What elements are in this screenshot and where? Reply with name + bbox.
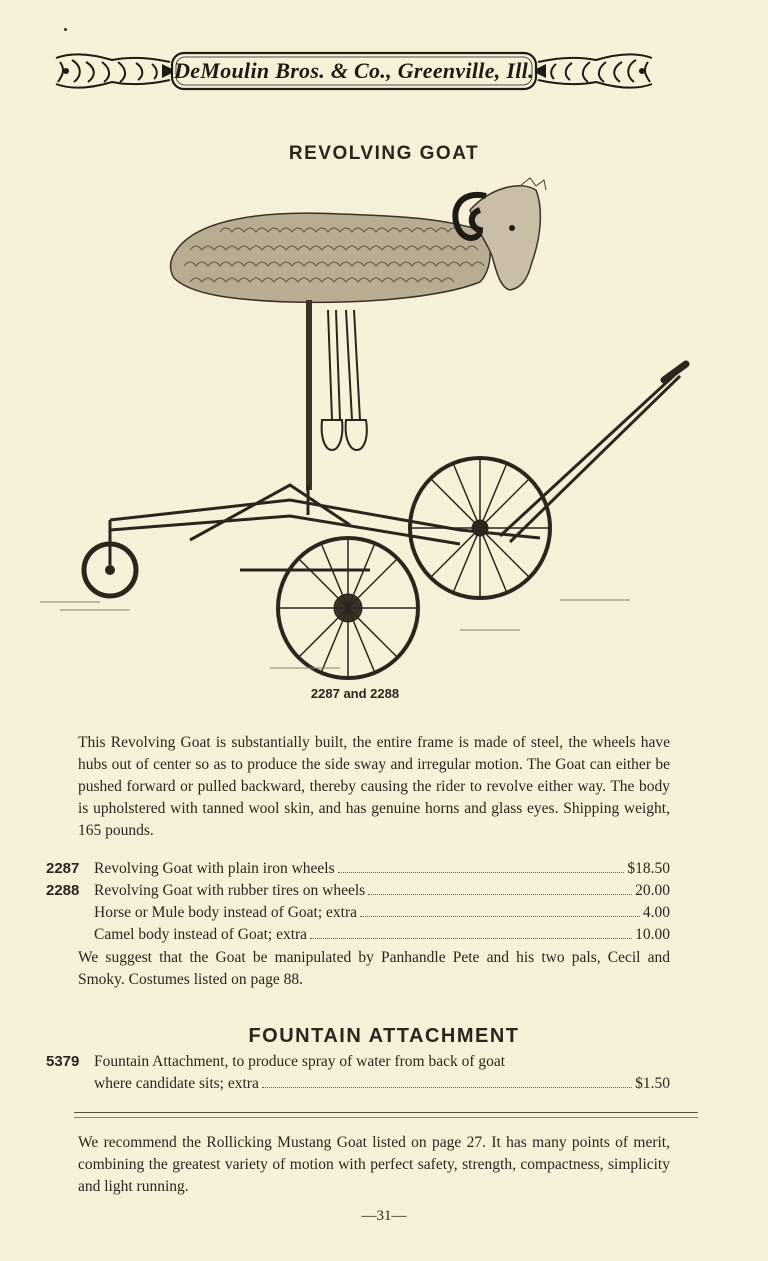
dot-leader [360,915,640,917]
section-title-revolving-goat: REVOLVING GOAT [288,143,480,164]
small-wheel [84,520,136,596]
speck [64,28,67,31]
list-item-continuation [46,1075,670,1097]
front-wheel [278,538,418,678]
banner-title: DeMoulin Bros. & Co., Greenville, Ill. [174,58,534,83]
section-title-fountain-attachment: FOUNTAIN ATTACHMENT [248,1025,520,1047]
item-number: 2288 [46,882,80,899]
item-price: 10.00 [635,926,670,943]
item-description-line2: where candidate sits; extra [94,1075,259,1092]
rear-wheel [410,458,550,598]
price-list [46,860,670,948]
list-item [46,926,670,948]
dot-leader [338,871,625,873]
item-description-line1: Fountain Attachment, to produce spray of water from back of goat [94,1053,506,1070]
item-price: 4.00 [642,904,670,921]
dot-leader [368,893,632,895]
header-banner [52,48,656,94]
divider-rule [74,1112,698,1113]
item-number: 5379 [46,1053,80,1070]
suggestion-paragraph: We suggest that the Goat be manipulated by Panhandle Pete and his two pals, Cecil and Smoky. Costumes listed on page 88. [78,949,670,988]
list-item [46,1053,670,1075]
item-description: Horse or Mule body instead of Goat; extra [94,904,358,921]
dot-leader [310,937,632,939]
revolving-goat-illustration [40,170,690,680]
dot-leader [262,1086,632,1088]
page-number: —31— [361,1208,407,1224]
divider-rule [74,1117,698,1118]
item-description: Revolving Goat with rubber tires on wheels [94,882,366,899]
stirrups [322,310,367,450]
recommendation-paragraph: We recommend the Rollicking Mustang Goat listed on page 27. It has many points of merit, combining the greatest variety of motion with perfect safety, strength, compactness, simplicity and light running. [78,1134,670,1195]
item-description: Camel body instead of Goat; extra [94,926,308,943]
item-description: Revolving Goat with plain iron wheels [94,860,335,877]
goat-body [171,213,491,302]
item-price: 20.00 [635,882,670,899]
item-price: $1.50 [635,1075,670,1092]
frame [110,370,680,570]
item-price: $18.50 [627,860,670,877]
item-number: 2287 [46,860,80,877]
fountain-price-list [46,1053,670,1097]
list-item [46,860,670,882]
illustration-caption: 2287 and 2288 [310,686,400,701]
list-item [46,904,670,926]
description-paragraph: This Revolving Goat is substantially built, the entire frame is made of steel, the wheels have hubs out of center so as to produce the side sway and irregular motion. The Goat can either be pushed forward or pulled backward, thereby causing the rider to revolve either way. The body is upholstered with tanned wool skin, and has genuine horns and glass eyes. Shipping weight, 165 pounds. [78,734,670,839]
list-item [46,882,670,904]
